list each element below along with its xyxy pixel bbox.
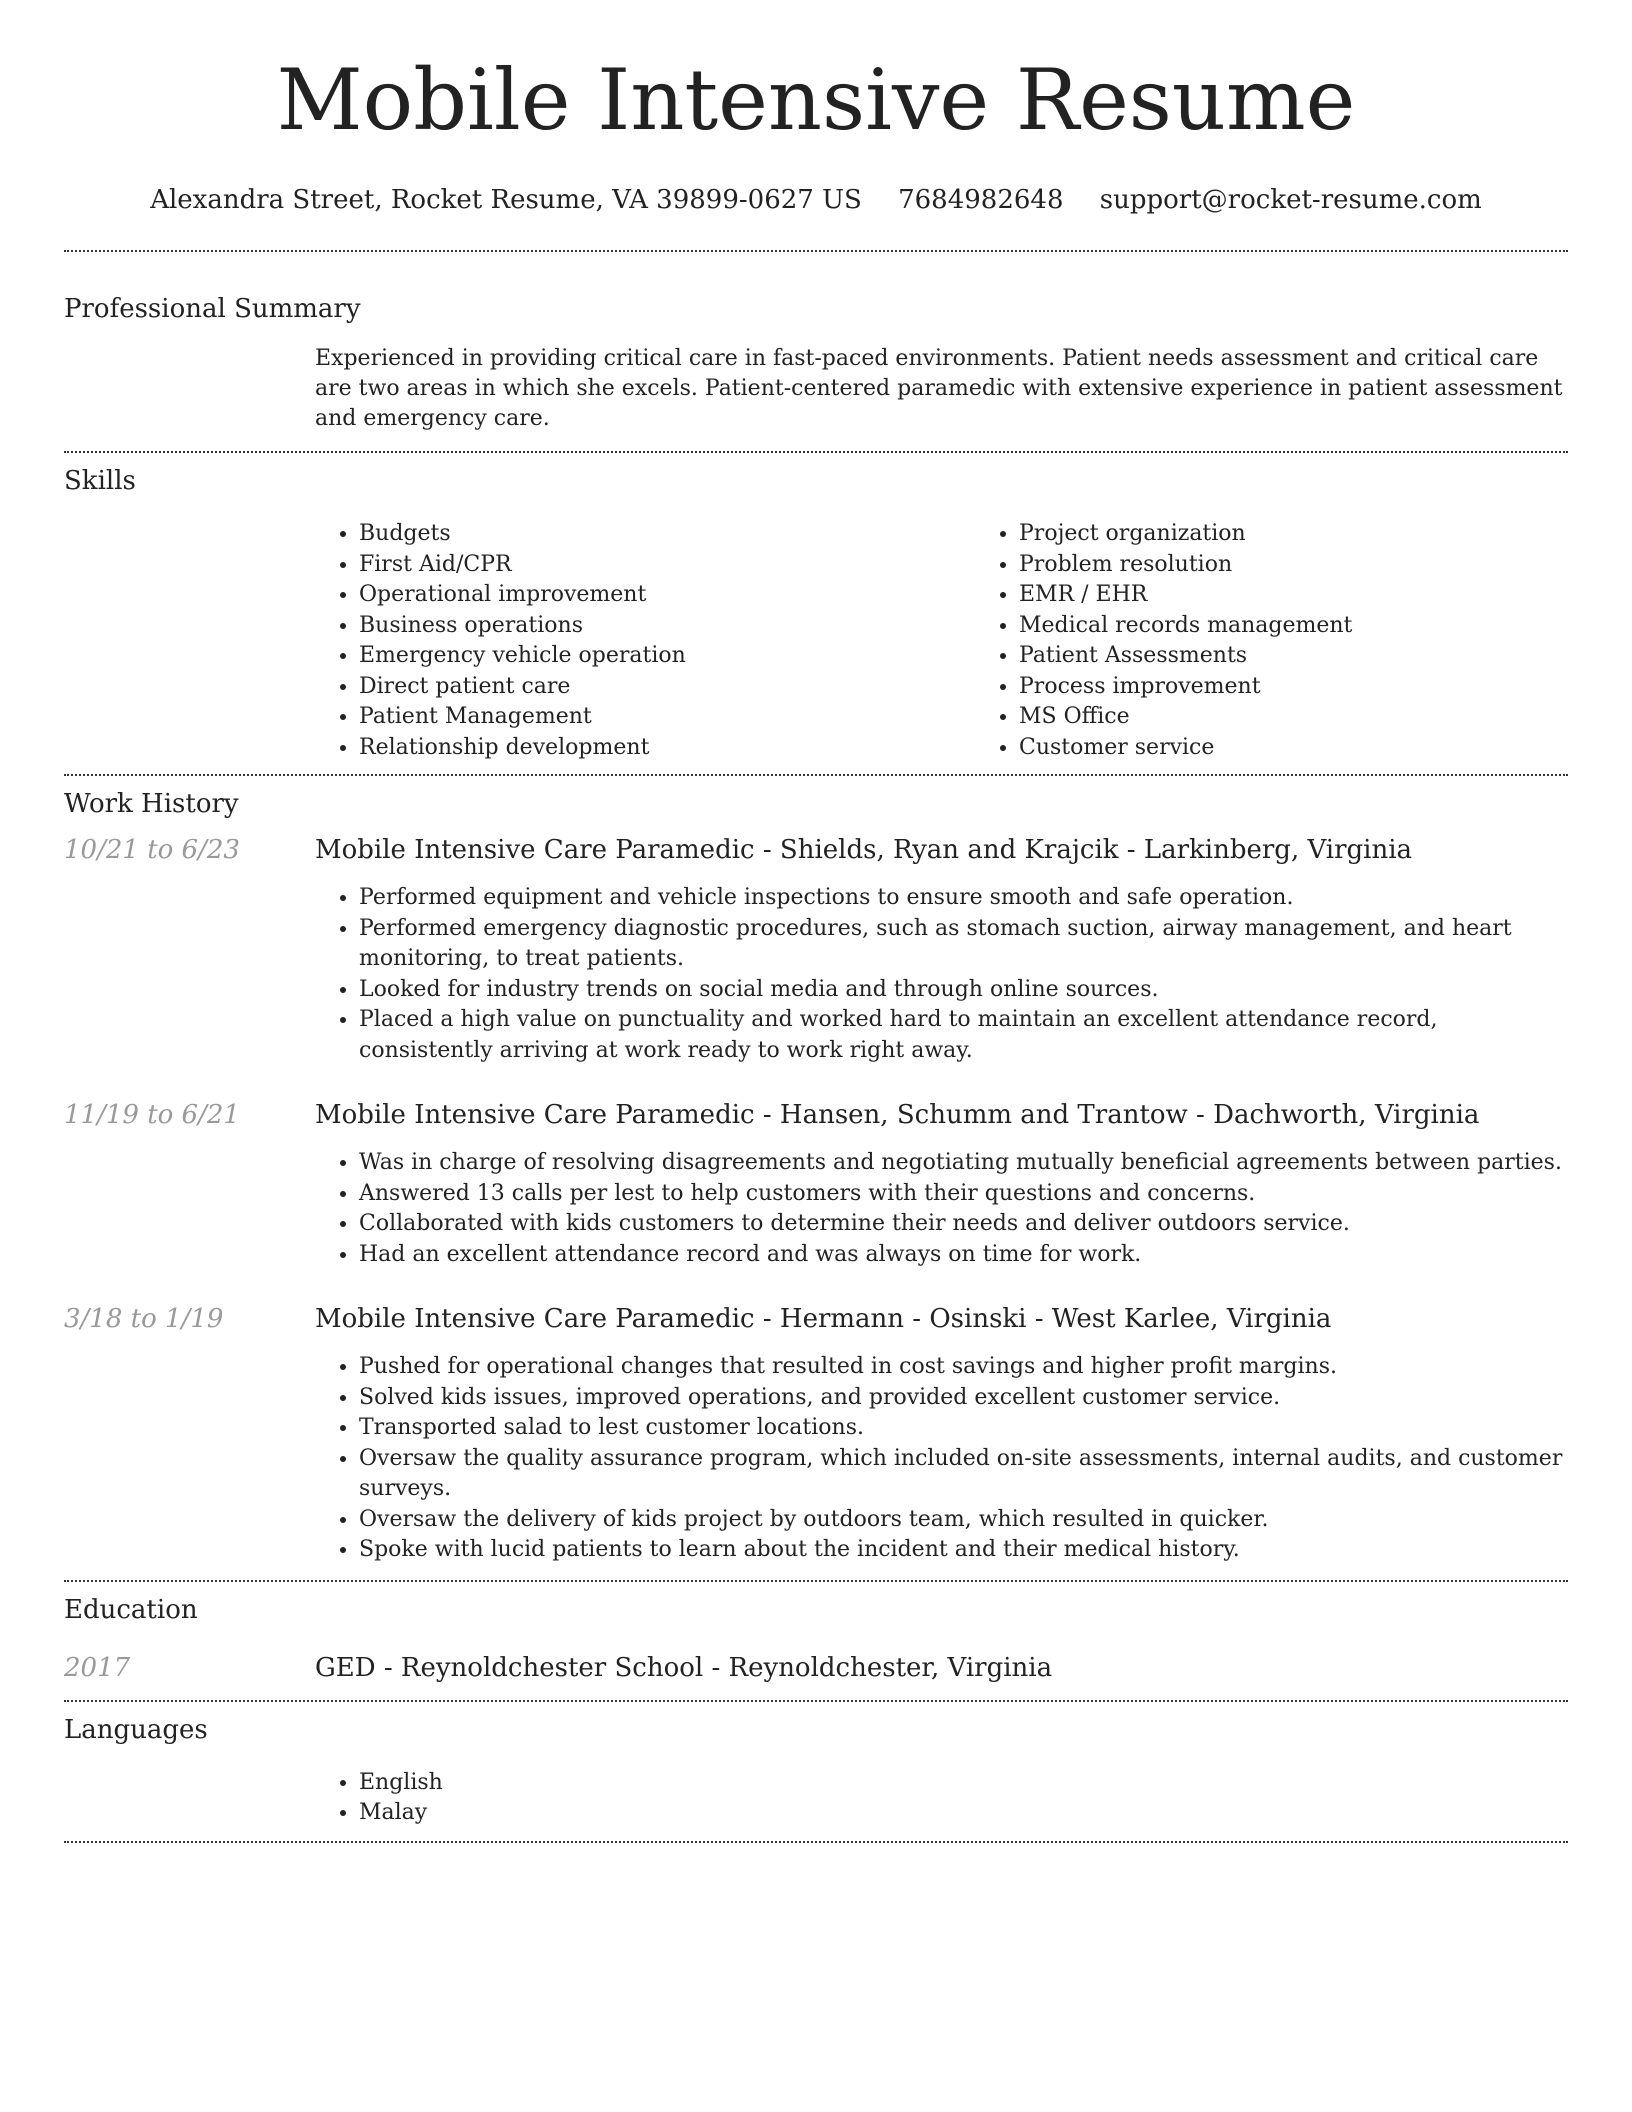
summary-text: Experienced in providing critical care in fast-paced environments. Patient needs assessment and critical care are two areas in which she excels. Patient-centered paramedic with extensive experience in patient assessment and emergency care. — [315, 346, 1563, 431]
job-spacer — [64, 1352, 315, 1566]
skill-item: • Customer service — [1019, 733, 1632, 764]
job-title — [315, 834, 1412, 866]
skill-item: • Process improvement — [1019, 672, 1632, 703]
divider — [64, 1580, 1568, 1582]
education-entry: GED - Reynoldchester School - Reynoldchester, Virginia — [315, 1652, 1053, 1683]
job-bullet: • Had an excellent attendance record and was always on time for work. — [359, 1240, 1568, 1271]
skill-item: • Business operations — [359, 611, 975, 642]
summary-row — [64, 344, 1568, 434]
job-employer: - Hansen, Schumm and Trantow - Dachworth, Virginia — [754, 1100, 1480, 1130]
contact-line — [64, 184, 1568, 216]
skill-item: • EMR / EHR — [1019, 580, 1632, 611]
job-title — [315, 1303, 1331, 1335]
skill-item: • Budgets — [359, 519, 975, 550]
work-list — [64, 834, 1568, 1566]
divider — [64, 1841, 1568, 1843]
job-role: Mobile Intensive Care Paramedic — [315, 1100, 755, 1130]
job-spacer — [64, 1148, 315, 1270]
skill-item: • First Aid/CPR — [359, 550, 975, 581]
skill-item: • Project organization — [1019, 519, 1632, 550]
summary-spacer — [64, 344, 315, 434]
language-item: • English — [359, 1768, 443, 1799]
job-bullet: • Pushed for operational changes that resulted in cost savings and higher profit margins. — [359, 1352, 1568, 1383]
resume-title: Mobile Intensive Resume — [276, 51, 1356, 149]
job-bullet: • Placed a high value on punctuality and worked hard to maintain an excellent attendance record, consistently arriving at work ready to work right away. — [359, 1005, 1568, 1066]
job-bullet: • Collaborated with kids customers to determine their needs and deliver outdoors service. — [359, 1209, 1568, 1240]
divider — [64, 774, 1568, 776]
skill-item: • Medical records management — [1019, 611, 1632, 642]
skill-item: • Patient Management — [359, 702, 975, 733]
divider — [64, 250, 1568, 252]
job-bullet: • Was in charge of resolving disagreements and negotiating mutually beneficial agreements between parties. — [359, 1148, 1568, 1179]
languages-list — [315, 1768, 443, 1829]
education-section — [64, 1594, 1568, 1684]
education-year: 2017 — [64, 1652, 131, 1683]
job-bullet: • Answered 13 calls per lest to help customers with their questions and concerns. — [359, 1179, 1568, 1210]
contact-email: support@rocket-resume.com — [1099, 185, 1482, 215]
skills-grid — [315, 519, 1632, 763]
job-body — [64, 883, 1568, 1066]
job-entry — [64, 834, 1568, 1066]
skills-row — [64, 519, 1568, 763]
divider — [64, 1700, 1568, 1702]
skill-item: • Direct patient care — [359, 672, 975, 703]
skill-item: • Operational improvement — [359, 580, 975, 611]
work-heading: Work History — [64, 789, 239, 819]
job-bullets — [315, 1148, 1568, 1270]
job-employer: - Shields, Ryan and Krajcik - Larkinberg, Virginia — [754, 835, 1413, 865]
skill-item: • Problem resolution — [1019, 550, 1632, 581]
divider — [64, 451, 1568, 453]
job-entry — [64, 1303, 1568, 1566]
contact-phone: 7684982648 — [898, 185, 1064, 215]
job-bullet: • Looked for industry trends on social media and through online sources. — [359, 975, 1568, 1006]
languages-spacer — [64, 1768, 315, 1829]
job-spacer — [64, 883, 315, 1066]
job-role: Mobile Intensive Care Paramedic — [315, 1304, 755, 1334]
skills-spacer — [64, 519, 315, 763]
job-bullet: • Performed equipment and vehicle inspections to ensure smooth and safe operation. — [359, 883, 1568, 914]
contact-address: Alexandra Street, Rocket Resume, VA 39899-0627 US — [150, 185, 862, 215]
job-body — [64, 1148, 1568, 1270]
job-title — [315, 1099, 1479, 1131]
language-item: • Malay — [359, 1798, 443, 1829]
job-bullet: • Spoke with lucid patients to learn about the incident and their medical history. — [359, 1535, 1568, 1566]
summary-heading: Professional Summary — [64, 294, 361, 324]
job-bullet: • Solved kids issues, improved operations, and provided excellent customer service. — [359, 1383, 1568, 1414]
job-header — [64, 834, 1568, 866]
skill-item: • Patient Assessments — [1019, 641, 1632, 672]
work-section — [64, 788, 1568, 1566]
job-dates: 10/21 to 6/23 — [64, 835, 240, 865]
skill-item: • MS Office — [1019, 702, 1632, 733]
skills-section — [64, 465, 1568, 763]
summary-section — [64, 293, 1568, 434]
education-heading: Education — [64, 1594, 198, 1625]
job-header — [64, 1099, 1568, 1131]
job-employer: - Hermann - Osinski - West Karlee, Virginia — [754, 1304, 1332, 1334]
skill-item: • Emergency vehicle operation — [359, 641, 975, 672]
languages-section — [64, 1714, 1568, 1829]
job-header — [64, 1303, 1568, 1335]
job-body — [64, 1352, 1568, 1566]
job-bullet: • Transported salad to lest customer locations. — [359, 1413, 1568, 1444]
job-bullet: • Performed emergency diagnostic procedures, such as stomach suction, airway management, and heart monitoring, to treat patients. — [359, 914, 1568, 975]
education-row — [64, 1652, 1568, 1684]
skill-item: • Relationship development — [359, 733, 975, 764]
job-dates: 3/18 to 1/19 — [64, 1304, 224, 1334]
skills-heading: Skills — [64, 466, 136, 496]
languages-row — [64, 1768, 1568, 1829]
languages-heading: Languages — [64, 1714, 208, 1745]
job-role: Mobile Intensive Care Paramedic — [315, 835, 755, 865]
job-bullets — [315, 883, 1568, 1066]
skills-list-right — [975, 519, 1632, 763]
job-bullet: • Oversaw the quality assurance program, which included on-site assessments, internal audits, and customer surveys. — [359, 1444, 1568, 1505]
job-dates: 11/19 to 6/21 — [64, 1100, 240, 1130]
job-bullets — [315, 1352, 1568, 1566]
skills-list-left — [315, 519, 975, 763]
job-bullet: • Oversaw the delivery of kids project by outdoors team, which resulted in quicker. — [359, 1505, 1568, 1536]
job-entry — [64, 1099, 1568, 1270]
